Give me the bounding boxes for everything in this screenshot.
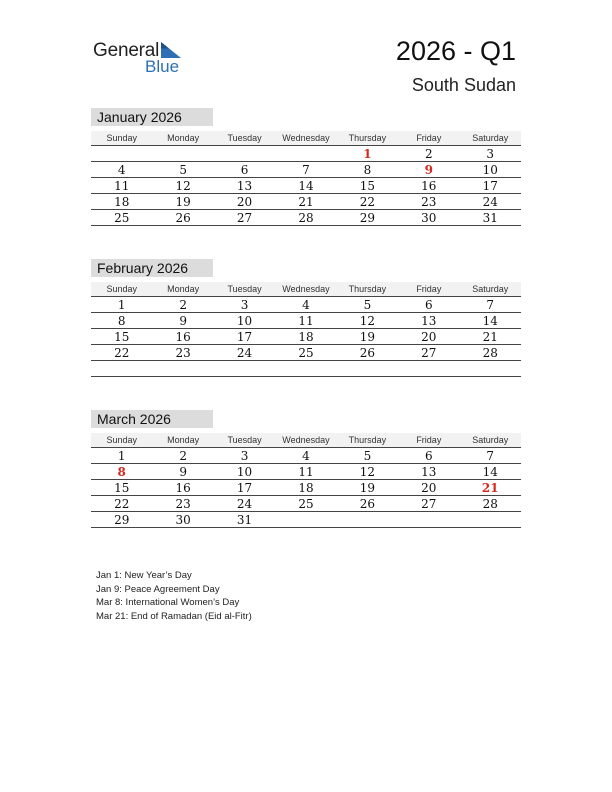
weekday-header-row — [91, 131, 521, 146]
day-cell — [337, 361, 398, 376]
day-cell: 26 — [359, 346, 376, 360]
day-cell: 27 — [236, 211, 253, 225]
weekday-label: Thursday — [348, 284, 387, 294]
weekday-header-row — [91, 433, 521, 448]
day-cell: 11 — [298, 314, 314, 328]
day-cell — [91, 361, 152, 376]
weekday-label: Friday — [416, 435, 442, 445]
day-cell: 16 — [421, 179, 437, 193]
weekday-label: Tuesday — [227, 435, 262, 445]
day-cell: 4 — [302, 298, 310, 312]
day-cell: 3 — [240, 449, 249, 463]
day-cell: 15 — [359, 179, 376, 193]
day-cell: 17 — [236, 330, 253, 344]
logo-text-general: General — [93, 40, 160, 61]
day-cell: 27 — [421, 346, 437, 360]
day-cell: 10 — [482, 163, 498, 177]
week-row — [91, 480, 521, 496]
day-cell: 25 — [298, 497, 314, 511]
day-cell: 13 — [421, 314, 437, 328]
day-cell: 6 — [240, 163, 249, 177]
day-cell: 27 — [421, 497, 437, 511]
week-row — [91, 210, 521, 226]
day-cell: 5 — [179, 163, 187, 177]
day-cell: 12 — [175, 179, 191, 193]
week-row — [91, 329, 521, 345]
day-cell — [214, 361, 275, 376]
month-title: March 2026 — [91, 410, 213, 428]
holiday-day-cell: 8 — [117, 465, 126, 479]
day-cell: 19 — [175, 195, 191, 209]
weekday-header-row — [91, 282, 521, 297]
day-cell: 7 — [302, 163, 310, 177]
day-cell: 18 — [114, 195, 130, 209]
holiday-day-cell: 1 — [363, 147, 372, 161]
week-row — [91, 361, 521, 377]
day-cell: 9 — [179, 465, 187, 479]
day-cell: 22 — [114, 497, 130, 511]
day-cell: 4 — [117, 163, 126, 177]
day-cell: 9 — [179, 314, 187, 328]
brand-logo — [93, 40, 203, 80]
day-cell: 25 — [114, 211, 130, 225]
day-cell — [398, 512, 459, 527]
week-row — [91, 464, 521, 480]
holiday-note: Jan 1: New Year’s Day — [96, 570, 192, 581]
day-cell: 11 — [114, 179, 130, 193]
day-cell: 5 — [363, 298, 372, 312]
weekday-label: Thursday — [348, 435, 387, 445]
week-row — [91, 178, 521, 194]
day-cell: 6 — [425, 449, 433, 463]
weekday-label: Wednesday — [282, 133, 330, 143]
day-cell: 15 — [114, 481, 130, 495]
day-cell: 17 — [236, 481, 253, 495]
day-cell: 20 — [421, 330, 437, 344]
day-cell — [460, 361, 521, 376]
day-cell: 18 — [298, 330, 314, 344]
day-cell: 23 — [175, 346, 191, 360]
day-cell — [91, 146, 152, 161]
week-row — [91, 496, 521, 512]
holiday-note: Jan 9: Peace Agreement Day — [96, 583, 220, 595]
logo-text-blue: Blue — [145, 57, 180, 76]
day-cell: 15 — [114, 330, 130, 344]
week-row — [91, 512, 521, 528]
weekday-label: Sunday — [106, 284, 137, 294]
day-cell: 2 — [179, 298, 187, 312]
day-cell: 23 — [175, 497, 191, 511]
day-cell: 3 — [240, 298, 249, 312]
day-cell: 11 — [298, 465, 314, 479]
day-cell: 12 — [359, 314, 376, 328]
day-cell — [460, 512, 521, 527]
weekday-label: Monday — [167, 284, 200, 294]
day-cell: 28 — [298, 211, 314, 225]
month-title: January 2026 — [91, 108, 213, 126]
day-cell: 21 — [298, 195, 314, 209]
day-cell — [398, 361, 459, 376]
day-cell: 30 — [175, 513, 191, 527]
weekday-label: Wednesday — [282, 435, 330, 445]
week-row — [91, 313, 521, 329]
day-cell: 19 — [359, 330, 376, 344]
day-cell: 1 — [117, 298, 126, 312]
day-cell: 29 — [114, 513, 130, 527]
weekday-label: Thursday — [348, 133, 387, 143]
day-cell — [337, 512, 398, 527]
month-title: February 2026 — [91, 259, 213, 277]
holiday-note: Mar 21: End of Ramadan (Eid al-Fitr) — [96, 610, 252, 622]
weekday-label: Friday — [416, 284, 442, 294]
day-cell: 26 — [359, 497, 376, 511]
week-row — [91, 146, 521, 162]
day-cell: 22 — [114, 346, 130, 360]
day-cell: 7 — [486, 449, 495, 463]
day-cell: 14 — [482, 314, 498, 328]
week-row — [91, 345, 521, 361]
weekday-label: Tuesday — [227, 284, 262, 294]
day-cell: 2 — [179, 449, 187, 463]
weekday-label: Saturday — [472, 133, 509, 143]
holiday-note: Mar 8: International Women’s Day — [96, 597, 240, 608]
weekday-label: Saturday — [472, 284, 509, 294]
holiday-notes — [96, 569, 252, 623]
day-cell — [152, 146, 213, 161]
day-cell — [275, 146, 336, 161]
day-cell: 25 — [298, 346, 314, 360]
week-row — [91, 297, 521, 313]
day-cell: 21 — [482, 330, 498, 344]
day-cell: 10 — [236, 465, 253, 479]
day-cell: 16 — [175, 330, 191, 344]
day-cell: 16 — [175, 481, 191, 495]
day-cell: 12 — [359, 465, 376, 479]
day-cell: 29 — [359, 211, 376, 225]
month-grid — [91, 282, 521, 377]
page-title: 2026 - Q1 — [395, 36, 516, 66]
day-cell: 24 — [236, 346, 253, 360]
day-cell: 17 — [482, 179, 498, 193]
weekday-label: Tuesday — [227, 133, 262, 143]
day-cell: 30 — [421, 211, 437, 225]
day-cell — [275, 512, 336, 527]
day-cell: 19 — [359, 481, 376, 495]
day-cell: 2 — [425, 147, 433, 161]
day-cell: 4 — [302, 449, 310, 463]
holiday-day-cell: 21 — [481, 481, 499, 495]
week-row — [91, 162, 521, 178]
day-cell — [275, 361, 336, 376]
day-cell: 28 — [482, 497, 498, 511]
day-cell — [214, 146, 275, 161]
day-cell: 28 — [482, 346, 498, 360]
month-grid — [91, 131, 521, 226]
day-cell: 20 — [421, 481, 437, 495]
day-cell: 5 — [363, 449, 372, 463]
country-name: South Sudan — [411, 75, 516, 95]
day-cell: 24 — [482, 195, 498, 209]
day-cell: 8 — [117, 314, 126, 328]
week-row — [91, 194, 521, 210]
day-cell: 14 — [482, 465, 498, 479]
day-cell: 24 — [236, 497, 253, 511]
day-cell — [152, 361, 213, 376]
day-cell: 1 — [117, 449, 126, 463]
weekday-label: Sunday — [106, 435, 137, 445]
weekday-label: Monday — [167, 435, 200, 445]
week-row — [91, 448, 521, 464]
day-cell: 14 — [298, 179, 314, 193]
day-cell: 22 — [359, 195, 376, 209]
day-cell: 31 — [236, 513, 253, 527]
weekday-label: Wednesday — [282, 284, 330, 294]
day-cell: 20 — [236, 195, 253, 209]
holiday-day-cell: 9 — [424, 163, 433, 177]
weekday-label: Saturday — [472, 435, 509, 445]
day-cell: 13 — [421, 465, 437, 479]
day-cell: 26 — [175, 211, 191, 225]
day-cell: 3 — [486, 147, 495, 161]
day-cell: 8 — [363, 163, 372, 177]
day-cell: 13 — [236, 179, 253, 193]
day-cell: 23 — [421, 195, 437, 209]
day-cell: 6 — [425, 298, 433, 312]
day-cell: 31 — [482, 211, 498, 225]
day-cell: 10 — [236, 314, 253, 328]
weekday-label: Sunday — [106, 133, 137, 143]
day-cell: 7 — [486, 298, 495, 312]
month-grid — [91, 433, 521, 528]
weekday-label: Friday — [416, 133, 442, 143]
weekday-label: Monday — [167, 133, 200, 143]
day-cell: 18 — [298, 481, 314, 495]
